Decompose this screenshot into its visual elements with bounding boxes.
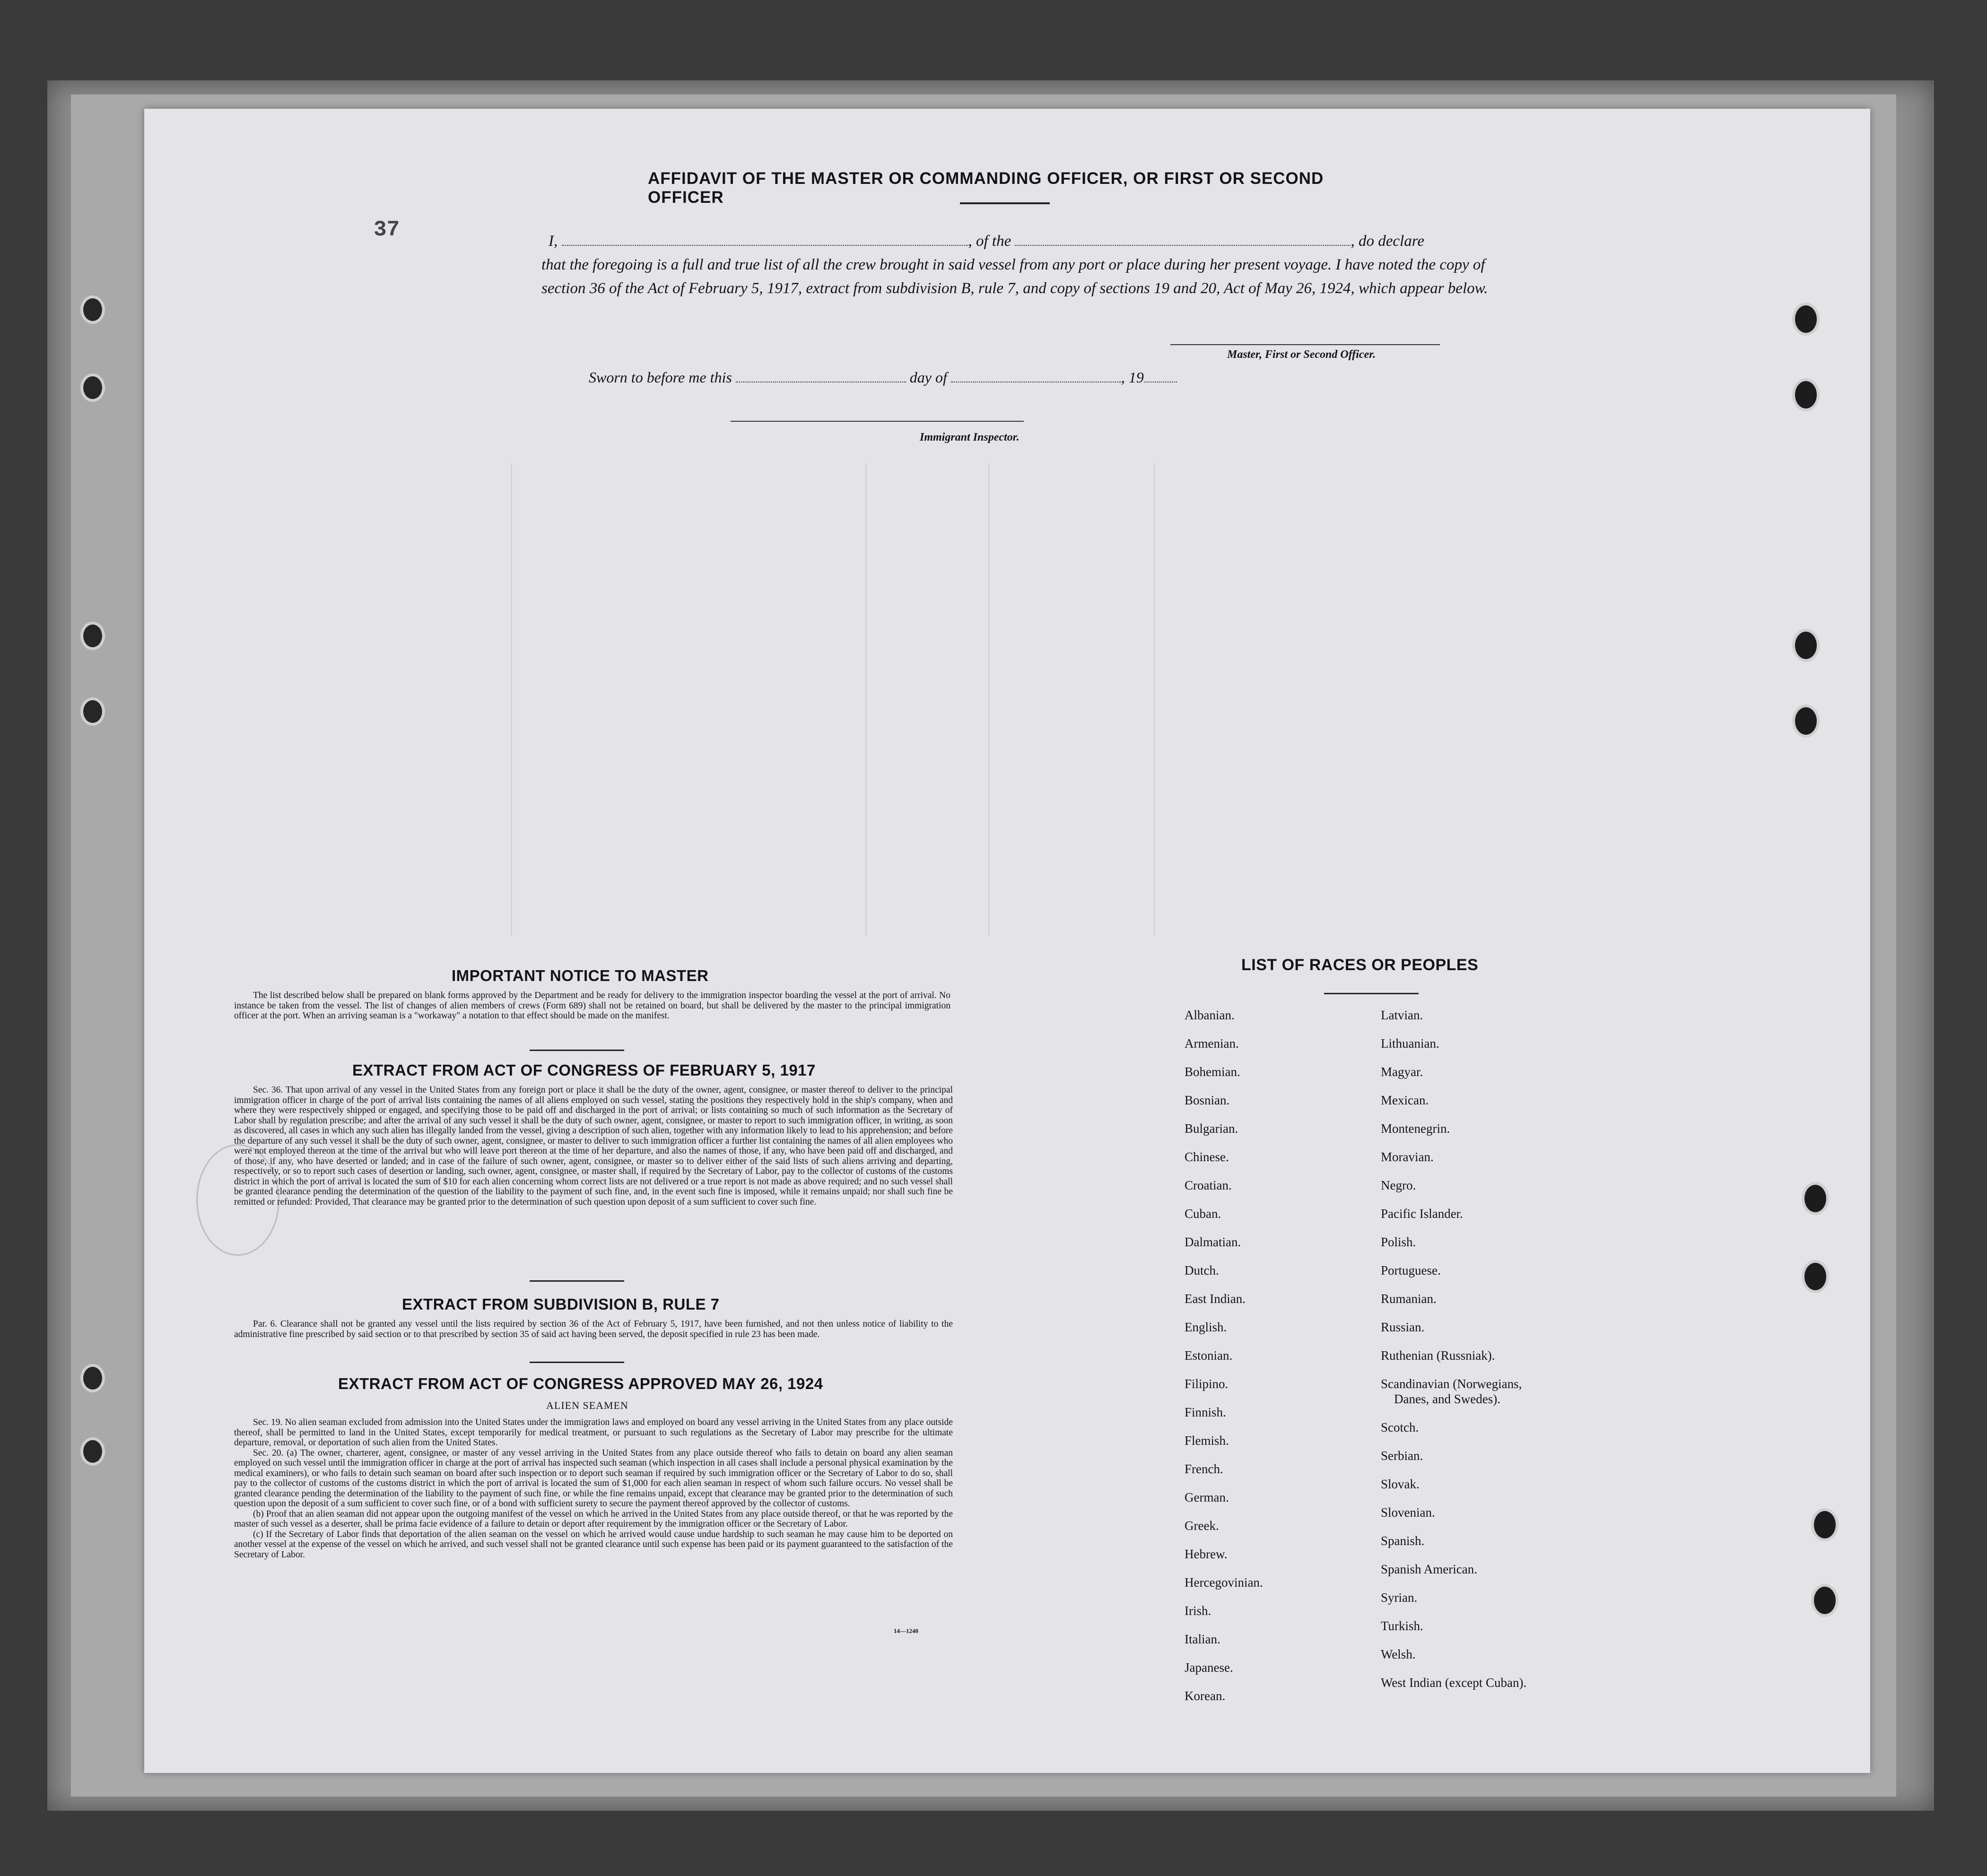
- race-item: Ruthenian (Russniak).: [1381, 1348, 1495, 1363]
- binder-hole-icon: [1802, 1260, 1829, 1293]
- act-1917-text: [234, 1085, 953, 1207]
- rule-7-title: EXTRACT FROM SUBDIVISION B, RULE 7: [402, 1295, 720, 1313]
- binder-hole-icon: [80, 1437, 105, 1466]
- sworn-prefix: Sworn to before me this: [589, 369, 732, 386]
- rule-7-text: [234, 1319, 953, 1339]
- declaration-line: [541, 229, 1492, 253]
- race-item: Lithuanian.: [1381, 1036, 1439, 1051]
- race-item: Korean.: [1185, 1689, 1226, 1703]
- race-item: Serbian.: [1381, 1449, 1423, 1463]
- race-item: Scandinavian (Norwegians,: [1381, 1377, 1522, 1391]
- race-item: Bulgarian.: [1185, 1121, 1238, 1136]
- race-item: Hebrew.: [1185, 1547, 1228, 1561]
- race-item: Portuguese.: [1381, 1263, 1441, 1277]
- binder-hole-icon: [1802, 1182, 1829, 1215]
- race-item: Bohemian.: [1185, 1065, 1240, 1079]
- race-item: Mexican.: [1381, 1093, 1429, 1107]
- section-rule: [530, 1280, 624, 1282]
- master-name-field[interactable]: [562, 245, 968, 246]
- race-item: Japanese.: [1185, 1660, 1233, 1675]
- vessel-name-field[interactable]: [1015, 245, 1351, 246]
- bleed-through-rule: [988, 463, 990, 936]
- binder-hole-icon: [80, 622, 105, 650]
- race-item: Croatian.: [1185, 1178, 1232, 1192]
- race-item: Syrian.: [1381, 1590, 1418, 1605]
- race-item: Armenian.: [1185, 1036, 1239, 1051]
- declaration-end: , do declare: [1351, 233, 1424, 250]
- race-item: Dutch.: [1185, 1263, 1219, 1277]
- race-item: Estonian.: [1185, 1348, 1233, 1363]
- act-1924-title: EXTRACT FROM ACT OF CONGRESS APPROVED MAY 26, 1924: [338, 1375, 823, 1392]
- act-1917-title: EXTRACT FROM ACT OF CONGRESS OF FEBRUARY 5, 1917: [352, 1061, 816, 1079]
- notice-paragraph: The list described below shall be prepared on blank forms approved by the Department and be ready for delivery to the immigration inspector boarding the vessel at the port of arrival. No instance be taken from the vessel. The list of changes of alien members of crews (Form 689) shall not be retained on board, but shall be delivered by the master to the principal immigration officer at the port. When an arriving seaman is a "workaway" a notation to that effect should be made on the manifest.: [234, 990, 950, 1021]
- race-item: West Indian (except Cuban).: [1381, 1676, 1527, 1690]
- binder-hole-icon: [80, 295, 105, 324]
- act-1924-text: [234, 1417, 953, 1560]
- alien-seamen-subhead: ALIEN SEAMEN: [546, 1399, 628, 1411]
- section-36-paragraph: Sec. 36. That upon arrival of any vessel in the United States from any foreign port or place it shall be the duty of the owner, agent, consignee, or master thereof to deliver to the principal immigration officer in charge of the port of arrival lists containing the names of all aliens employed on such vessel, stating the positions they respectively hold in the ship's company, when and where they were respectively shipped or engaged, and specifying those to be paid off and discharged in the port of arrival; or lists containing so much of such information as the Secretary of Labor shall by regulation prescribe; and after the arrival of any such vessel it shall be the duty of such owner, agent, consignee, or master to report to such immigration officer, in writing, as soon as discovered, all cases in which any such alien has illegally landed from the vessel, giving a description of such alien, together with any information likely to lead to his apprehension; and before the departure of any such vessel it shall be the duty of such owner, agent, consignee, or master to deliver to such immigration officer a further list containing the names of all alien employees who were not employed thereon at the time of the arrival but who will leave port thereon at the time of her departure, and also the names of those, if any, who have been paid off and discharged, and of those, if any, who have deserted or landed; and in case of the failure of such owner, agent, consignee, or master so to deliver either of the said lists of such aliens arriving and departing, respectively, or so to report such cases of desertion or landing, such owner, agent, consignee, or master shall, if required by the Secretary of Labor, pay to the collector of customs of the customs district in which the port of arrival is located the sum of $10 for each alien concerning whom correct lists are not delivered or a true report is not made as above required; and no such vessel shall be granted clearance pending the determination of the question of the liability to the payment of such fine, and, in the event such fine is imposed, while it remains unpaid; nor shall such fine be remitted or refunded: Provided, That clearance may be granted prior to the determination of such question upon deposit of a sum sufficient to cover such fine.: [234, 1085, 953, 1207]
- notice-text: [234, 990, 950, 1021]
- race-item: English.: [1185, 1320, 1227, 1334]
- races-rule: [1324, 993, 1419, 994]
- race-item: Slovak.: [1381, 1477, 1420, 1491]
- race-item: Finnish.: [1185, 1405, 1226, 1419]
- section-19-paragraph: Sec. 19. No alien seaman excluded from admission into the United States under the immigration laws and employed on board any vessel arriving in the United States from any place outside thereof, shall be permitted to land in the United States, except temporarily for medical treatment, or pursuant to such regulations as the Secretary of Labor may prescribe for the ultimate departure, removal, or deportation of such alien from the United States.: [234, 1417, 953, 1448]
- binder-hole-icon: [80, 1364, 105, 1392]
- race-item: East Indian.: [1185, 1292, 1246, 1306]
- affidavit-text: [541, 229, 1492, 300]
- race-item: Russian.: [1381, 1320, 1425, 1334]
- race-item: Magyar.: [1381, 1065, 1423, 1079]
- binder-hole-icon: [1792, 629, 1820, 662]
- race-item: Moravian.: [1381, 1150, 1434, 1164]
- race-item: Scotch.: [1381, 1420, 1419, 1434]
- race-item: Spanish.: [1381, 1534, 1425, 1548]
- race-item: Bosnian.: [1185, 1093, 1230, 1107]
- bleed-through-rule: [1154, 463, 1155, 936]
- race-item: Irish.: [1185, 1604, 1211, 1618]
- form-number: 14—1240: [894, 1627, 918, 1634]
- race-item: Dalmatian.: [1185, 1235, 1241, 1249]
- race-item: French.: [1185, 1462, 1223, 1476]
- bleed-through-rule: [511, 463, 512, 936]
- section-rule: [530, 1362, 624, 1363]
- race-item: Slovenian.: [1381, 1505, 1435, 1520]
- inspector-signature-line[interactable]: [731, 421, 1024, 422]
- race-item: Chinese.: [1185, 1150, 1229, 1164]
- page-mark: 37: [374, 217, 400, 242]
- race-item: Pacific Islander.: [1381, 1207, 1463, 1221]
- affidavit-body: that the foregoing is a full and true list of all the crew brought in said vessel from any port or place during her present voyage. I have noted the copy of section 36 of the Act of February 5, 1917, extract from subdivision B, rule 7, and copy of sections 19 and 20, Act of May 26, 1924, which appear below.: [541, 256, 1488, 297]
- section-20a-paragraph: Sec. 20. (a) The owner, charterer, agent, consignee, or master of any vessel arriving in the United States from any place outside thereof who fails to detain on board any alien seaman employed on such vessel until the immigration officer in charge at the port of arrival has inspected such seaman (which inspection in all cases shall include a personal physical examination by the medical examiners), or who fails to detain such seaman on board after such inspection or to deport such seaman if required by such immigration officer or the Secretary of Labor to do so, shall pay to the collector of customs of the customs district in which the port of arrival is located the sum of $1,000 for each alien seaman in respect of whom such failure occurs. No vessel shall be granted clearance pending the determination of the liability to the payment of such fine, or while the fine remains unpaid, except that clearance may be granted prior to the determination of such question upon the deposit of a sum sufficient to cover such fine, or of a bond with sufficient surety to secure the payment thereof approved by the collector of customs.: [234, 1448, 953, 1509]
- race-item: Hercegovinian.: [1185, 1575, 1263, 1589]
- binder-hole-icon: [1792, 303, 1820, 336]
- section-20b-paragraph: (b) Proof that an alien seaman did not appear upon the outgoing manifest of the vessel on which he arrived in the United States from any place outside thereof, or that he was reported by the master of such vessel as a deserter, shall be prima facie evidence of a failure to detain or deport after requirement by the immigration officer or the Secretary of Labor.: [234, 1509, 953, 1529]
- binder-hole-icon: [1811, 1508, 1839, 1541]
- race-item: Italian.: [1185, 1632, 1220, 1646]
- race-item: Albanian.: [1185, 1008, 1235, 1022]
- section-rule: [530, 1050, 624, 1051]
- race-item: Danes, and Swedes).: [1394, 1392, 1500, 1406]
- sworn-year-label: , 19: [1121, 369, 1144, 386]
- race-item: Negro.: [1381, 1178, 1416, 1192]
- par-6-paragraph: Par. 6. Clearance shall not be granted any vessel until the lists required by section 36 of the Act of February 5, 1917, have been furnished, and not then unless notice of liability to the administrative fine prescribed by said section or to that prescribed by section 35 of said act having been served, the deposit specified in rule 23 has been made.: [234, 1319, 953, 1339]
- race-item: Latvian.: [1381, 1008, 1423, 1022]
- declaration-i: I,: [549, 233, 558, 250]
- notice-title: IMPORTANT NOTICE TO MASTER: [452, 967, 709, 984]
- binder-hole-icon: [1792, 378, 1820, 411]
- race-item: Flemish.: [1185, 1433, 1229, 1448]
- binder-hole-icon: [1811, 1584, 1839, 1617]
- race-item: Rumanian.: [1381, 1292, 1437, 1306]
- race-item: Welsh.: [1381, 1647, 1416, 1661]
- binder-hole-icon: [80, 697, 105, 726]
- race-item: Filipino.: [1185, 1377, 1229, 1391]
- bleed-through-rule: [865, 463, 867, 936]
- section-20c-paragraph: (c) If the Secretary of Labor finds that deportation of the alien seaman on the vessel on which he arrived would cause undue hardship to such seaman he may cause him to be deported on another vessel at the expense of the vessel on which he arrived, and such vessel shall not be granted clearance until such expense has been paid or its payment guaranteed to the satisfaction of the Secretary of Labor.: [234, 1529, 953, 1560]
- master-signature-line[interactable]: [1170, 344, 1440, 345]
- binder-hole-icon: [80, 373, 105, 402]
- declaration-of-the: , of the: [968, 233, 1011, 250]
- races-title: LIST OF RACES OR PEOPLES: [1241, 956, 1479, 974]
- sworn-line: [589, 369, 1177, 386]
- race-item: Greek.: [1185, 1519, 1219, 1533]
- race-item: Turkish.: [1381, 1619, 1423, 1633]
- master-signature-label: Master, First or Second Officer.: [1227, 348, 1376, 361]
- affidavit-title: AFFIDAVIT OF THE MASTER OR COMMANDING OFFICER, OR FIRST OR SECOND OFFICER: [648, 169, 1324, 207]
- sworn-day-label: day of: [909, 369, 947, 386]
- title-rule: [960, 202, 1050, 204]
- race-item: Polish.: [1381, 1235, 1416, 1249]
- binder-hole-icon: [1792, 704, 1820, 738]
- race-item: Montenegrin.: [1381, 1121, 1450, 1136]
- inspector-label: Immigrant Inspector.: [920, 431, 1020, 443]
- race-item: Spanish American.: [1381, 1562, 1477, 1576]
- race-item: German.: [1185, 1490, 1229, 1504]
- race-item: Cuban.: [1185, 1207, 1221, 1221]
